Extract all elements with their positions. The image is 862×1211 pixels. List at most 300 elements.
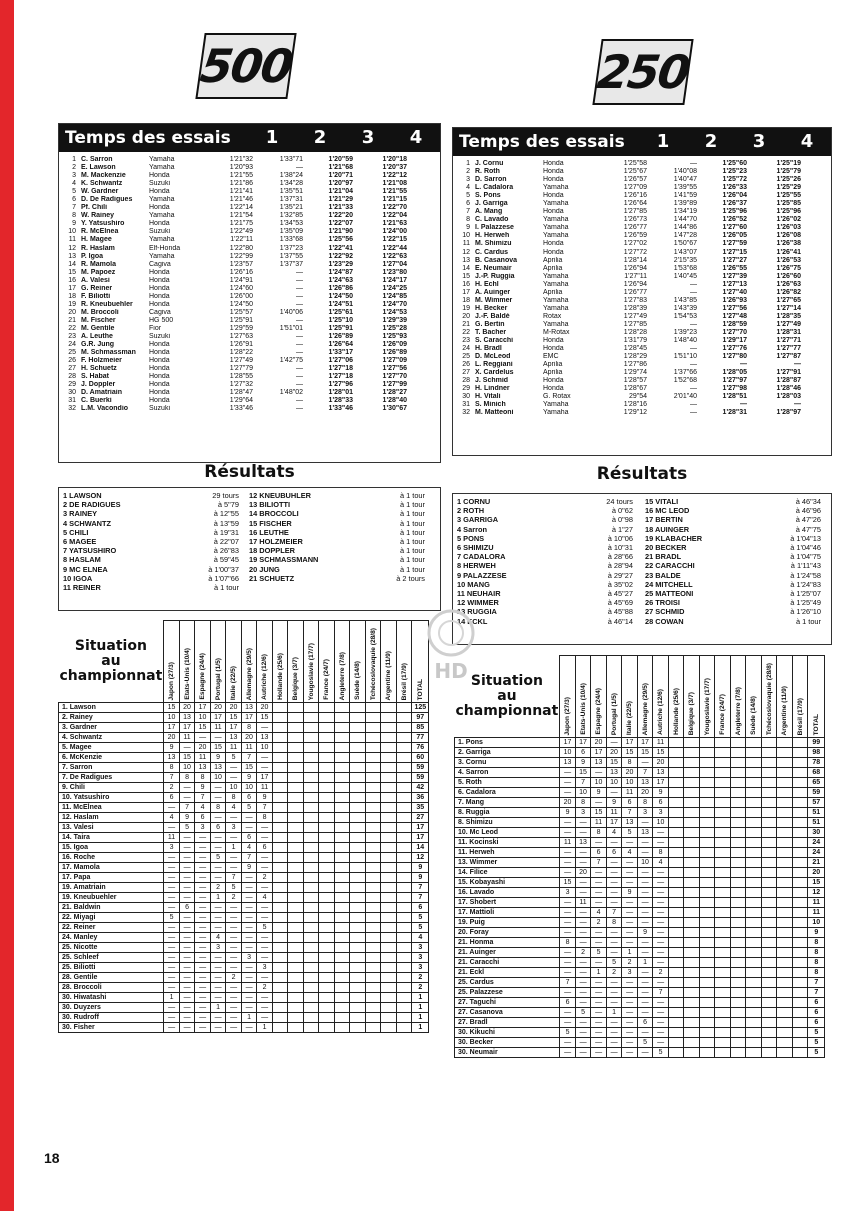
session-number: 3 <box>752 131 766 152</box>
standings-row <box>59 1003 429 1013</box>
standings-total: 30 <box>808 828 825 838</box>
standings-points-cell <box>319 833 335 843</box>
standings-points-cell: — <box>257 953 273 963</box>
machine: Yamaha <box>149 156 175 163</box>
machine: Suzuki <box>149 228 171 236</box>
session3-time: 1'29"17 <box>722 337 747 345</box>
standings-points-cell: 8 <box>195 773 211 783</box>
standings-points-cell: 20 <box>226 703 242 713</box>
result-row <box>63 565 239 574</box>
standings-points-cell <box>684 898 700 908</box>
session2-time: — <box>296 284 303 292</box>
session1-time: 1'27"72 <box>623 248 647 256</box>
standings-points-cell: — <box>164 803 180 813</box>
standings-points-cell: 6 <box>164 793 180 803</box>
practice-row <box>59 357 440 365</box>
result-gap: à 1'04"75 <box>790 552 821 562</box>
standings-row <box>59 823 429 833</box>
standings-points-cell <box>303 953 319 963</box>
session3-time: 1'22"41 <box>328 244 353 252</box>
grand-prix-column-header <box>210 621 226 703</box>
standings-points-cell: 10 <box>622 778 638 788</box>
standings-points-cell <box>684 818 700 828</box>
standings-points-cell: — <box>179 853 195 863</box>
standings-row <box>455 788 825 798</box>
standings-points-cell: 9 <box>591 788 607 798</box>
standings-points-cell: 8 <box>653 848 669 858</box>
standings-points-cell <box>365 703 381 713</box>
standings-points-cell: — <box>591 998 607 1008</box>
rider-name: G.R. Jung <box>81 341 115 349</box>
standings-points-cell: — <box>560 1038 576 1048</box>
standings-rider: 13. Valesi <box>59 823 164 833</box>
standings-points-cell: 10 <box>195 713 211 723</box>
practice-row <box>59 212 440 220</box>
session3-time: 1'25"10 <box>328 316 353 324</box>
session4-time: 1'24"85 <box>382 292 407 300</box>
standings-total: 6 <box>412 903 429 913</box>
session3-time: 1'27"39 <box>722 272 747 280</box>
standings-points-cell: 13 <box>560 758 576 768</box>
standings-points-cell: — <box>606 938 622 948</box>
practice-row <box>59 341 440 349</box>
machine: Honda <box>149 349 170 357</box>
standings-points-cell <box>668 1028 684 1038</box>
practice-row <box>453 345 831 353</box>
standings-points-cell <box>334 953 350 963</box>
result-rider: 11 NEUHAIR <box>457 589 501 599</box>
standings-row <box>59 713 429 723</box>
standings-points-cell <box>761 868 777 878</box>
standings-points-cell <box>684 968 700 978</box>
standings-points-cell <box>350 943 366 953</box>
standings-points-cell <box>777 848 793 858</box>
session3-time: 1'27"06 <box>328 357 353 365</box>
standings-points-cell <box>761 788 777 798</box>
standings-points-cell: — <box>195 733 211 743</box>
standings-points-cell <box>381 913 397 923</box>
session2-time: — <box>296 381 303 389</box>
session4-time: 1'28"97 <box>776 409 801 417</box>
result-row <box>645 571 821 580</box>
result-gap: à 1'24"58 <box>790 570 821 580</box>
rider-name: Y. Yatsushiro <box>81 220 125 228</box>
standings-points-cell: — <box>560 818 576 828</box>
standings-points-cell: 3 <box>653 808 669 818</box>
standings-points-cell: — <box>560 908 576 918</box>
standings-points-cell: 17 <box>560 738 576 748</box>
standings-points-cell <box>668 918 684 928</box>
standings-points-cell <box>365 1003 381 1013</box>
grid-position: 24 <box>68 341 76 349</box>
standings-points-cell: 5 <box>622 828 638 838</box>
session4-time: 1'25"96 <box>776 208 801 216</box>
standings-points-cell <box>777 828 793 838</box>
session4-time: 1'26"08 <box>776 232 801 240</box>
grid-position: 19 <box>68 300 76 308</box>
rider-name: G. Reiner <box>81 284 113 292</box>
machine: Yamaha <box>543 304 569 312</box>
standings-rider: 28. Broccoli <box>59 983 164 993</box>
standings-points-cell: — <box>637 988 653 998</box>
standings-points-cell <box>319 813 335 823</box>
race-results <box>452 493 832 645</box>
standings-total: 2 <box>412 983 429 993</box>
standings-points-cell <box>684 1048 700 1058</box>
grand-prix-name: Espagne (24/4) <box>199 653 207 700</box>
standings-points-cell: — <box>575 888 591 898</box>
standings-points-cell: 6 <box>179 903 195 913</box>
standings-rider: 16. Lavado <box>455 888 560 898</box>
standings-points-cell <box>396 783 412 793</box>
standings-points-cell: 4 <box>653 858 669 868</box>
standings-points-cell <box>730 1028 746 1038</box>
grid-position: 5 <box>72 188 76 196</box>
standings-points-cell: — <box>210 903 226 913</box>
machine: Suzuki <box>149 405 171 413</box>
standings-total: 2 <box>412 973 429 983</box>
practice-row <box>59 156 440 164</box>
standings-points-cell: 2 <box>257 983 273 993</box>
standings-points-cell <box>365 823 381 833</box>
session4-time: 1'20"37 <box>382 164 407 172</box>
session3-time: 1'27"80 <box>722 353 747 361</box>
result-rider: 19 SCHMASSMANN <box>249 555 319 565</box>
standings-points-cell: — <box>164 1023 180 1033</box>
session1-time: 1'28"67 <box>623 385 647 393</box>
machine: Suzuki <box>149 333 171 341</box>
standings-points-cell: — <box>575 958 591 968</box>
standings-points-cell: — <box>560 778 576 788</box>
session3-time: 1'21"04 <box>328 188 353 196</box>
result-gap: à 1'24"83 <box>790 579 821 589</box>
standings-points-cell <box>668 998 684 1008</box>
grand-prix-name: TOTAL <box>812 713 820 735</box>
standings-points-cell <box>350 713 366 723</box>
practice-row <box>59 228 440 236</box>
result-row <box>249 537 425 546</box>
result-gap: à 1'04"13 <box>790 533 821 543</box>
session2-time: 1'37"37 <box>279 260 303 268</box>
session4-time: 1'26"63 <box>776 280 801 288</box>
standings-points-cell <box>303 763 319 773</box>
standings-points-cell: 2 <box>226 973 242 983</box>
standings-points-cell <box>761 958 777 968</box>
grid-position: 25 <box>462 353 470 361</box>
standings-rider: 3. Cornu <box>455 758 560 768</box>
standings-points-cell: 15 <box>241 763 257 773</box>
standings-points-cell <box>668 978 684 988</box>
standings-points-cell <box>303 783 319 793</box>
standings-points-cell <box>715 798 731 808</box>
standings-points-cell <box>396 1023 412 1033</box>
session4-time: 1'22"44 <box>382 244 407 252</box>
standings-points-cell: — <box>575 818 591 828</box>
standings-points-cell <box>792 978 808 988</box>
standings-row <box>455 998 825 1008</box>
standings-points-cell: — <box>575 978 591 988</box>
standings-total: 5 <box>808 1048 825 1058</box>
standings-total: 3 <box>412 953 429 963</box>
standings-points-cell <box>288 773 304 783</box>
grand-prix-column-header <box>288 621 304 703</box>
machine: Yamaha <box>543 320 569 328</box>
result-rider: 25 MATTEONI <box>645 589 694 599</box>
standings-points-cell <box>303 863 319 873</box>
standings-points-cell <box>792 848 808 858</box>
standings-row <box>455 988 825 998</box>
standings-points-cell: 1 <box>591 968 607 978</box>
rider-name: D. Sarron <box>475 176 507 184</box>
machine: Yamaha <box>149 196 175 204</box>
standings-points-cell <box>334 923 350 933</box>
standings-points-cell: — <box>195 1013 211 1023</box>
result-rider: 15 FISCHER <box>249 518 292 528</box>
standings-points-cell: — <box>575 938 591 948</box>
session2-time: 1'34"28 <box>279 180 303 188</box>
grid-position: 8 <box>466 216 470 224</box>
standings-points-cell: 4 <box>257 893 273 903</box>
standings-points-cell: — <box>164 883 180 893</box>
grand-prix-name: Angleterre (7/8) <box>338 651 346 700</box>
session2-time: — <box>690 160 697 167</box>
standings-points-cell: 7 <box>637 768 653 778</box>
standings-points-cell <box>699 928 715 938</box>
standings-row <box>455 1028 825 1038</box>
standings-points-cell: — <box>195 993 211 1003</box>
standings-rider: 30. Rudroff <box>59 1013 164 1023</box>
grand-prix-column-header <box>350 621 366 703</box>
result-gap: à 46"96 <box>795 506 821 516</box>
machine: EMC <box>543 353 559 361</box>
standings-points-cell: — <box>637 968 653 978</box>
practice-row <box>59 220 440 228</box>
standings-points-cell: — <box>622 908 638 918</box>
practice-row <box>453 385 831 393</box>
session2-time: 1'37"66 <box>673 369 697 377</box>
standings-points-cell: — <box>179 883 195 893</box>
result-rider: 21 BRADL <box>645 552 682 562</box>
session3-time: 1'23"29 <box>328 260 353 268</box>
standings-points-cell: — <box>179 833 195 843</box>
session3-time: — <box>740 401 747 409</box>
standings-points-cell <box>334 723 350 733</box>
standings-points-cell: — <box>210 953 226 963</box>
standings-points-cell: 13 <box>179 713 195 723</box>
standings-points-cell: — <box>226 933 242 943</box>
standings-points-cell <box>288 703 304 713</box>
session3-time: 1'25"60 <box>722 160 747 167</box>
machine: Honda <box>149 389 170 397</box>
standings-points-cell: 13 <box>653 768 669 778</box>
standings-points-cell <box>303 993 319 1003</box>
result-row <box>457 543 633 552</box>
standings-points-cell: — <box>257 943 273 953</box>
session3-time: 1'25"72 <box>722 176 747 184</box>
standings-points-cell <box>350 783 366 793</box>
standings-points-cell: 10 <box>653 818 669 828</box>
standings-points-cell <box>272 783 288 793</box>
standings-points-cell <box>777 838 793 848</box>
standings-points-cell <box>319 993 335 1003</box>
standings-rider: 12. Haslam <box>59 813 164 823</box>
rider-name: L.M. Vacondio <box>81 405 129 413</box>
standings-points-cell <box>303 773 319 783</box>
standings-points-cell <box>730 958 746 968</box>
result-rider: 11 REINER <box>63 583 101 593</box>
standings-points-cell: 11 <box>257 783 273 793</box>
grand-prix-column-header <box>653 656 669 738</box>
session3-time: 1'26"93 <box>722 296 747 304</box>
standings-rider: 25. Biliotti <box>59 963 164 973</box>
standings-points-cell <box>699 948 715 958</box>
grid-position: 17 <box>462 288 470 296</box>
standings-points-cell <box>381 723 397 733</box>
standings-points-cell <box>396 893 412 903</box>
standings-points-cell: 10 <box>257 743 273 753</box>
standings-points-cell: 11 <box>179 733 195 743</box>
session4-time: 1'22"12 <box>382 172 407 180</box>
session3-time: 1'28"05 <box>722 369 747 377</box>
grand-prix-column-header <box>334 621 350 703</box>
session3-time: 1'27"18 <box>328 373 353 381</box>
standings-points-cell: 8 <box>637 798 653 808</box>
session3-time: 1'21"33 <box>328 204 353 212</box>
practice-row <box>59 389 440 397</box>
standings-points-cell <box>715 1038 731 1048</box>
standings-points-cell: 13 <box>195 763 211 773</box>
standings-points-cell <box>761 838 777 848</box>
standings-points-cell <box>792 878 808 888</box>
result-rider: 14 ECKL <box>457 616 488 626</box>
standings-points-cell: 3 <box>637 808 653 818</box>
grid-position: 22 <box>462 328 470 336</box>
standings-points-cell: — <box>226 983 242 993</box>
session2-time: 1'52"68 <box>673 377 697 385</box>
standings-points-cell: — <box>179 863 195 873</box>
standings-points-cell: — <box>591 898 607 908</box>
session4-time: 1'22"70 <box>382 204 407 212</box>
standings-points-cell <box>699 888 715 898</box>
machine: Honda <box>543 168 564 176</box>
session3-time: 1'25"23 <box>722 168 747 176</box>
standings-points-cell: — <box>606 898 622 908</box>
grand-prix-column-header <box>699 656 715 738</box>
standings-row <box>455 978 825 988</box>
session4-time: 1'27"49 <box>776 320 801 328</box>
standings-row <box>59 963 429 973</box>
standings-points-cell: 5 <box>164 913 180 923</box>
session4-time: 1'27"77 <box>776 345 801 353</box>
standings-points-cell <box>381 833 397 843</box>
standings-rider: 11. Kocinski <box>455 838 560 848</box>
standings-points-cell: 20 <box>241 733 257 743</box>
standings-points-cell <box>350 823 366 833</box>
standings-points-cell <box>396 853 412 863</box>
standings-rider: 14. Filice <box>455 868 560 878</box>
standings-points-cell: — <box>591 878 607 888</box>
standings-points-cell <box>365 973 381 983</box>
practice-row <box>59 245 440 253</box>
grid-position: 31 <box>462 401 470 409</box>
standings-points-cell: — <box>226 963 242 973</box>
standings-points-cell <box>777 1048 793 1058</box>
standings-points-cell <box>730 878 746 888</box>
session4-time: 1'26"09 <box>382 341 407 349</box>
standings-points-cell <box>699 968 715 978</box>
machine: Yamaha <box>543 409 569 417</box>
standings-points-cell: 7 <box>179 803 195 813</box>
standings-points-cell <box>396 743 412 753</box>
standings-points-cell <box>381 923 397 933</box>
standings-points-cell: — <box>257 753 273 763</box>
result-gap: à 1'25"07 <box>790 589 821 599</box>
standings-points-cell <box>350 993 366 1003</box>
standings-points-cell: — <box>164 943 180 953</box>
session2-time: 2'15"35 <box>673 256 697 264</box>
standings-points-cell <box>288 823 304 833</box>
standings-points-cell: — <box>622 858 638 868</box>
practice-row <box>59 164 440 172</box>
standings-points-cell: 20 <box>560 798 576 808</box>
standings-points-cell <box>730 778 746 788</box>
result-gap: à 46"34 <box>795 497 821 506</box>
standings-points-cell <box>288 983 304 993</box>
session4-time: 1'30"67 <box>382 405 407 413</box>
result-rider: 16 LEUTHE <box>249 527 289 537</box>
standings-points-cell: 8 <box>606 918 622 928</box>
result-gap: à 1 tour <box>399 555 425 565</box>
standings-total: 7 <box>412 883 429 893</box>
standings-points-cell: — <box>210 1023 226 1033</box>
session2-time: 1'39"23 <box>673 328 697 336</box>
standings-points-cell <box>746 938 762 948</box>
standings-total: 10 <box>808 918 825 928</box>
grand-prix-column-header <box>808 656 825 738</box>
standings-points-cell: 6 <box>195 813 211 823</box>
standings-points-cell <box>272 753 288 763</box>
standings-points-cell: — <box>575 828 591 838</box>
standings-row <box>455 1018 825 1028</box>
standings-points-cell <box>730 988 746 998</box>
standings-points-cell <box>792 758 808 768</box>
standings-rider: 11. McElnea <box>59 803 164 813</box>
standings-points-cell <box>350 953 366 963</box>
result-row <box>63 519 239 528</box>
grand-prix-name: Italie (22/5) <box>626 700 634 735</box>
standings-points-cell: — <box>210 983 226 993</box>
machine: Cagiva <box>149 308 171 316</box>
standings-points-cell: — <box>637 888 653 898</box>
standings-points-cell <box>303 903 319 913</box>
standings-points-cell <box>715 968 731 978</box>
session2-time: — <box>296 341 303 349</box>
practice-row <box>453 329 831 337</box>
result-rider: 26 TROISI <box>645 598 680 608</box>
machine: Yamaha <box>543 280 569 288</box>
session3-time: 1'25"96 <box>722 208 747 216</box>
rider-name: H. Becker <box>475 304 508 312</box>
session2-time: — <box>296 349 303 357</box>
standings-points-cell <box>365 883 381 893</box>
standings-points-cell: 6 <box>210 823 226 833</box>
standings-points-cell <box>699 958 715 968</box>
standings-total: 12 <box>808 888 825 898</box>
standings-points-cell <box>777 958 793 968</box>
result-row <box>249 574 425 583</box>
standings-points-cell: — <box>179 783 195 793</box>
standings-points-cell <box>792 888 808 898</box>
